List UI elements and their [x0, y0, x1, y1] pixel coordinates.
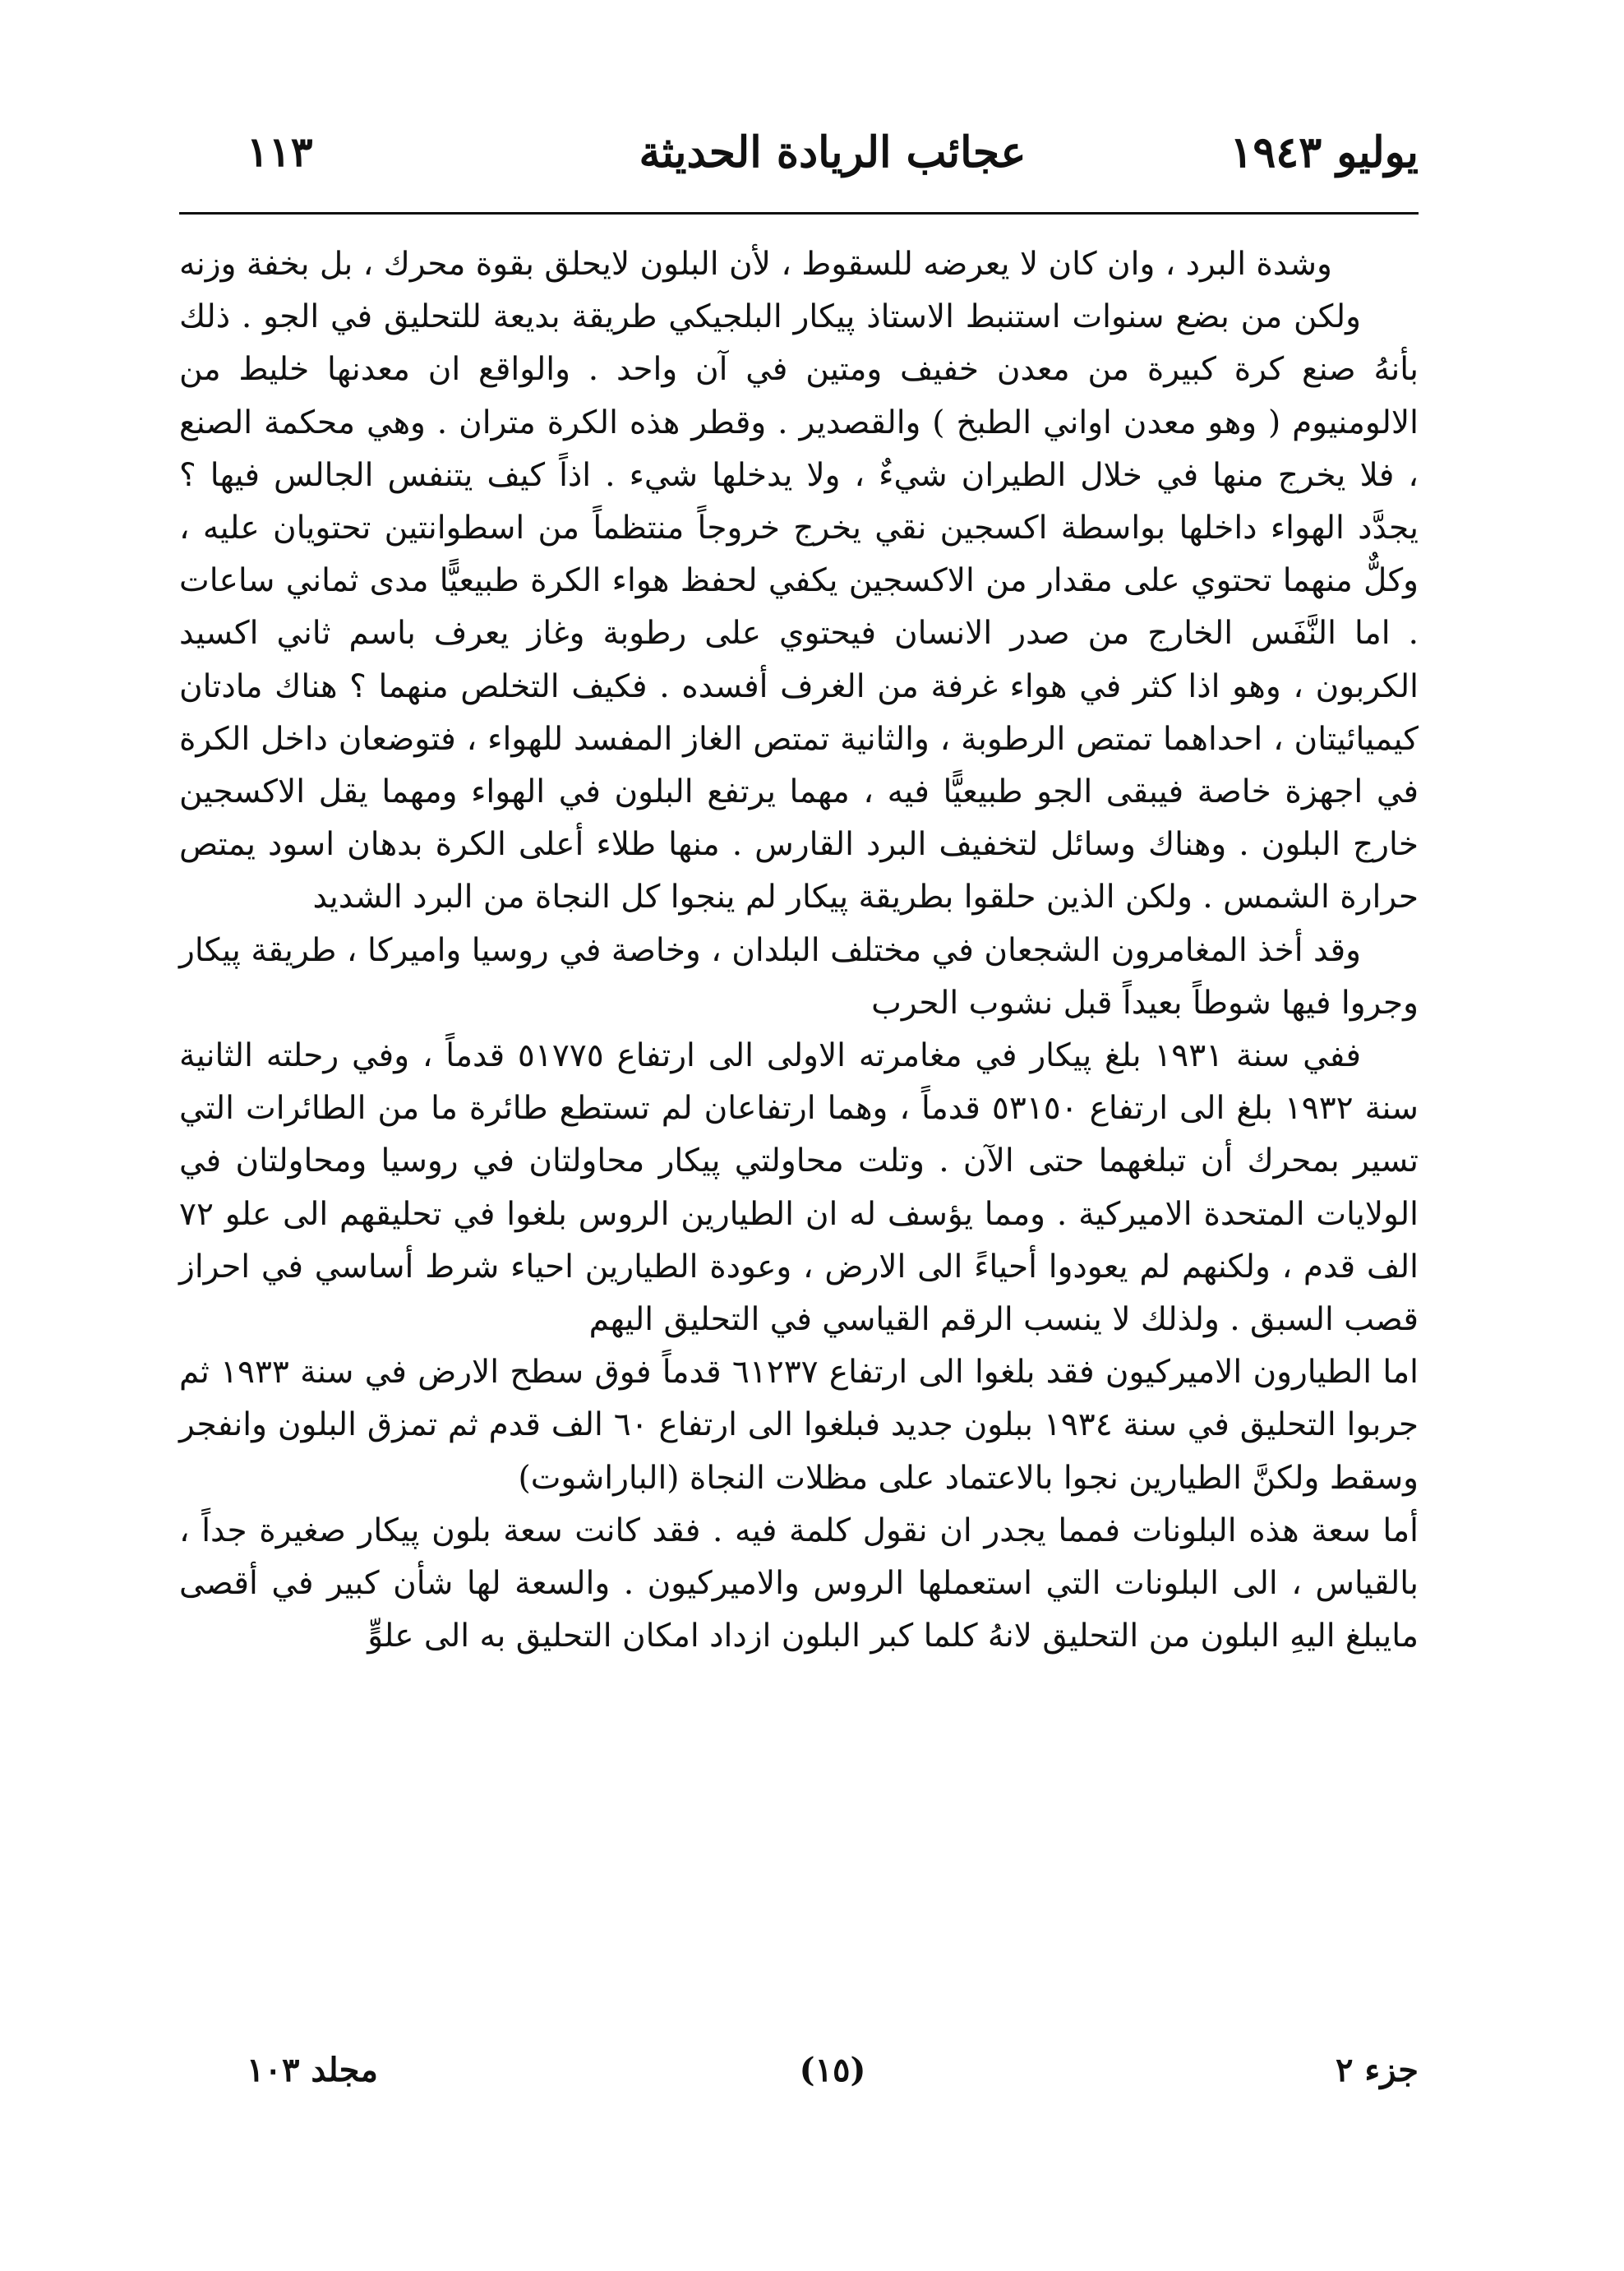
paragraph: اما الطيارون الاميركيون فقد بلغوا الى ارتفاع ٦١٢٣٧ قدماً فوق سطح الارض في سنة ١٩٣٣ ثم جربوا التحليق في سنة ١٩٣٤ ببلون جديد فبلغوا الى ارتفاع ٦٠ الف قدم ثم تمزق البلون وانفجر وسقط ولكنَّ الطيارين نجوا بالاعتماد على مظلات النجاة (الباراشوت) [179, 1354, 1419, 1497]
signature-mark: (١٥) [799, 2051, 866, 2089]
issue-date: يوليو ١٩٤٣ [1230, 127, 1419, 178]
article-body [179, 238, 1419, 1663]
running-title: عجائب الريادة الحديثة [639, 127, 1027, 178]
page-number: ١١٣ [247, 127, 313, 176]
paragraph: وقد أخذ المغامرون الشجعان في مختلف البلدان ، وخاصة في روسيا واميركا ، طريقة پيكار وجروا فيها شوطاً بعيداً قبل نشوب الحرب [179, 931, 1419, 1022]
page-footer [247, 2051, 1419, 2108]
header-rule [179, 212, 1419, 215]
paragraph: ولكن من بضع سنوات استنبط الاستاذ پيكار البلجيكي طريقة بديعة للتحليق في الجو . ذلك بأنهُ صنع كرة كبيرة من معدن خفيف ومتين في آن واحد . والواقع ان معدنها خليط من الالومنيوم ( وهو معدن اواني الطبخ ) والقصدير . وقطر هذه الكرة متران . وهي محكمة الصنع ، فلا يخرج منها في خلال الطيران شيءٌ ، ولا يدخلها شيء . اذاً كيف يتنفس الجالس فيها ؟ يجدَّد الهواء داخلها بواسطة اكسجين نقي يخرج خروجاً منتظماً من اسطوانتين تحتويان عليه ، وكلٌّ منهما تحتوي على مقدار من الاكسجين يكفي لحفظ هواء الكرة طبيعيًّا مدى ثماني ساعات . اما النَّفَس الخارج من صدر الانسان فيحتوي على رطوبة وغاز يعرف باسم ثاني اكسيد الكربون ، وهو اذا كثر في هواء غرفة من الغرف أفسده . فكيف التخلص منهما ؟ هناك مادتان كيميائيتان ، احداهما تمتص الرطوبة ، والثانية تمتص الغاز المفسد للهواء ، فتوضعان داخل الكرة في اجهزة خاصة فيبقى الجو طبيعيًّا فيه ، مهما يرتفع البلون في الهواء ومهما يقل الاكسجين خارج البلون . وهناك وسائل لتخفيف البرد القارس . منها طلاء أعلى الكرة بدهان اسود يمتص حرارة الشمس . ولكن الذين حلقوا بطريقة پيكار لم ينجوا كل النجاة من البرد الشديد [179, 298, 1419, 916]
part-number: جزء ٢ [1335, 2051, 1419, 2089]
paragraph: وشدة البرد ، وان كان لا يعرضه للسقوط ، لأن البلون لايحلق بقوة محرك ، بل بخفة وزنه [179, 246, 1332, 283]
volume-number: مجلد ١٠٣ [247, 2051, 378, 2089]
paragraph: أما سعة هذه البلونات فمما يجدر ان نقول كلمة فيه . فقد كانت سعة بلون پيكار صغيرة جداً ، بالقياس ، الى البلونات التي استعملها الروس والاميركيون . والسعة لها شأن كبير في أقصى مايبلغ اليهِ البلون من التحليق لانهُ كلما كبر البلون ازداد امكان التحليق به الى علوٍّ [179, 1512, 1419, 1655]
paragraph: ففي سنة ١٩٣١ بلغ پيكار في مغامرته الاولى الى ارتفاع ٥١٧٧٥ قدماً ، وفي رحلته الثانية سنة ١٩٣٢ بلغ الى ارتفاع ٥٣١٥٠ قدماً ، وهما ارتفاعان لم تستطع طائرة ما من الطائرات التي تسير بمحرك أن تبلغهما حتى الآن . وتلت محاولتي پيكار محاولتان في روسيا ومحاولتان في الولايات المتحدة الاميركية . ومما يؤسف له ان الطيارين الروس بلغوا في تحليقهم الى علو ٧٢ الف قدم ، ولكنهم لم يعودوا أحياءً الى الارض ، وعودة الطيارين احياء شرط أساسي في احراز قصب السبق . ولذلك لا ينسب الرقم القياسي في التحليق اليهم [179, 1037, 1419, 1339]
page-header [247, 127, 1419, 193]
